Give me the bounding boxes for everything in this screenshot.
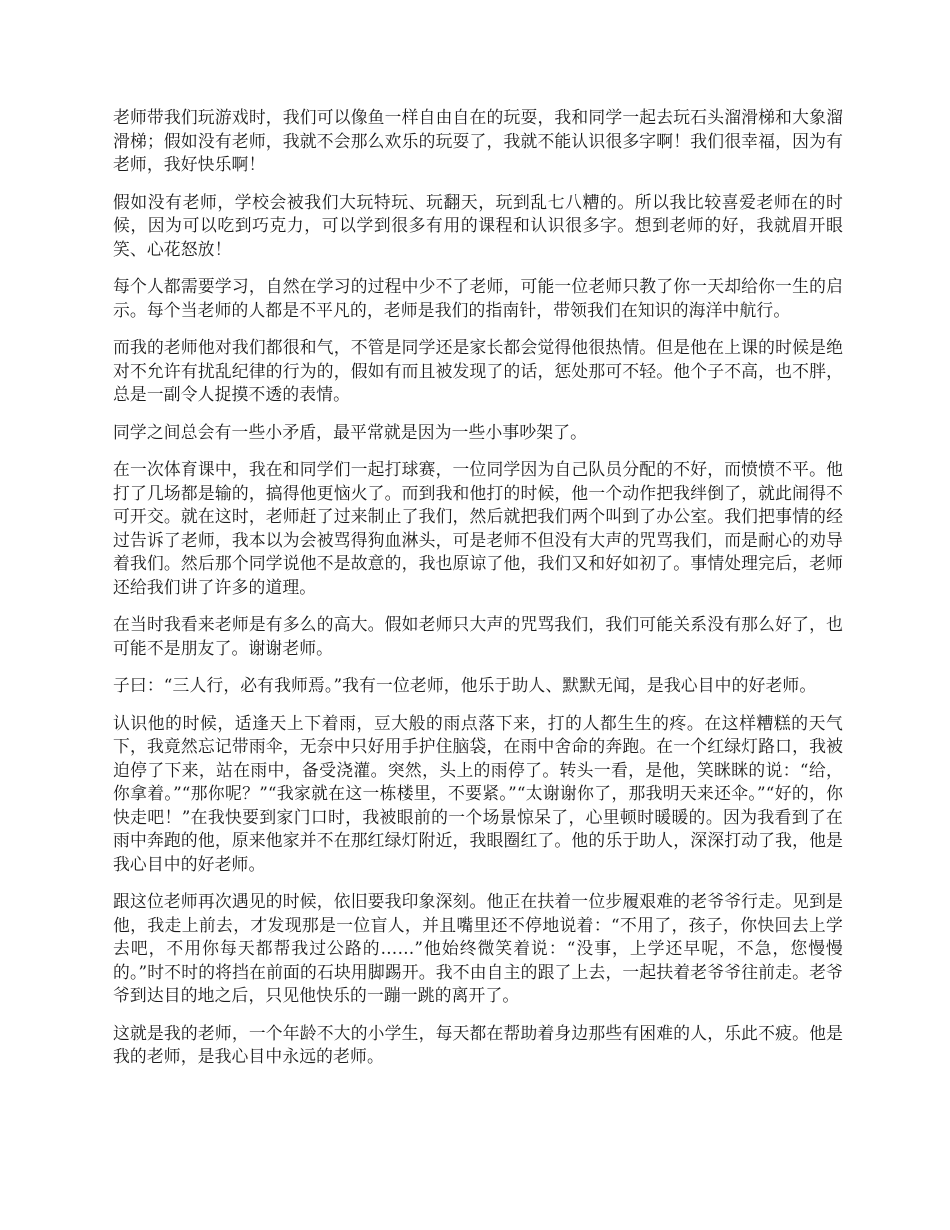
paragraph-7: 在当时我看来老师是有多么的高大。假如老师只大声的咒骂我们，我们可能关系没有那么好了，也可能不是朋友了。谢谢老师。 [113,614,843,658]
paragraph-4: 而我的老师他对我们都很和气，不管是同学还是家长都会觉得他很热情。但是他在上课的时候是绝对不允许有扰乱纪律的行为的，假如有而且被发现了的话，惩处那可不轻。他个子不高，也不胖，总是一副令人捉摸不透的表情。 [113,337,843,404]
paragraph-5: 同学之间总会有一些小矛盾，最平常就是因为一些小事吵架了。 [113,421,588,442]
paragraph-8: 子曰：“三人行，必有我师焉。”我有一位老师，他乐于助人、默默无闻，是我心目中的好老师。 [113,675,817,695]
essay-body [113,106,843,1083]
paragraph-10: 跟这位老师再次遇见的时候，依旧要我印象深刻。他正在扶着一位步履艰难的老爷爷行走。见到是他，我走上前去，才发现那是一位盲人，并且嘴里还不停地说着：“不用了，孩子，你快回去上学去吧，不用你每天都帮我过公路的……”他始终微笑着说：“没事，上学还早呢，不急，您慢慢的。”时不时的将挡在前面的石块用脚踢开。我不由自主的跟了上去，一起扶着老爷爷往前走。老爷爷到达目的地之后，只见他快乐的一蹦一跳的离开了。 [113,891,843,1005]
paragraph-9: 认识他的时候，适逢天上下着雨，豆大般的雨点落下来，打的人都生生的疼。在这样糟糕的天气下，我竟然忘记带雨伞，无奈中只好用手护住脑袋，在雨中舍命的奔跑。在一个红绿灯路口，我被迫停了下来，站在雨中，备受浇灌。突然，头上的雨停了。转头一看，是他，笑眯眯的说：“给，你拿着。”“那你呢？”“我家就在这一栋楼里，不要紧。”“太谢谢你了，那我明天来还伞。”“好的，你快走吧！”在我快要到家门口时，我被眼前的一个场景惊呆了，心里顿时暖暖的。因为我看到了在雨中奔跑的他，原来他家并不在那红绿灯附近，我眼圈红了。他的乐于助人，深深打动了我，他是我心目中的好老师。 [113,712,843,874]
paragraph-6: 在一次体育课中，我在和同学们一起打球赛，一位同学因为自己队员分配的不好，而愤愤不平。他打了几场都是输的，搞得他更恼火了。而到我和他打的时候，他一个动作把我绊倒了，就此闹得不可开交。就在这时，老师赶了过来制止了我们，然后就把我们两个叫到了办公室。我们把事情的经过告诉了老师，我本以为会被骂得狗血淋头，可是老师不但没有大声的咒骂我们，而是耐心的劝导着我们。然后那个同学说他不是故意的，我也原谅了他，我们又和好如初了。事情处理完后，老师还给我们讲了许多的道理。 [113,459,843,597]
paragraph-1: 老师带我们玩游戏时，我们可以像鱼一样自由自在的玩耍，我和同学一起去玩石头溜滑梯和大象溜滑梯；假如没有老师，我就不会那么欢乐的玩耍了，我就不能认识很多字啊！我们很幸福，因为有老师，我好快乐啊！ [113,107,843,174]
paragraph-3: 每个人都需要学习，自然在学习的过程中少不了老师，可能一位老师只教了你一天却给你一生的启示。每个当老师的人都是不平凡的，老师是我们的指南针，带领我们在知识的海洋中航行。 [113,276,843,320]
paragraph-11: 这就是我的老师，一个年龄不大的小学生，每天都在帮助着身边那些有困难的人，乐此不疲。他是我的老师，是我心目中永远的老师。 [113,1022,843,1066]
paragraph-2: 假如没有老师，学校会被我们大玩特玩、玩翻天，玩到乱七八糟的。所以我比较喜爱老师在的时候，因为可以吃到巧克力，可以学到很多有用的课程和认识很多字。想到老师的好，我就眉开眼笑、心花怒放！ [113,191,843,259]
